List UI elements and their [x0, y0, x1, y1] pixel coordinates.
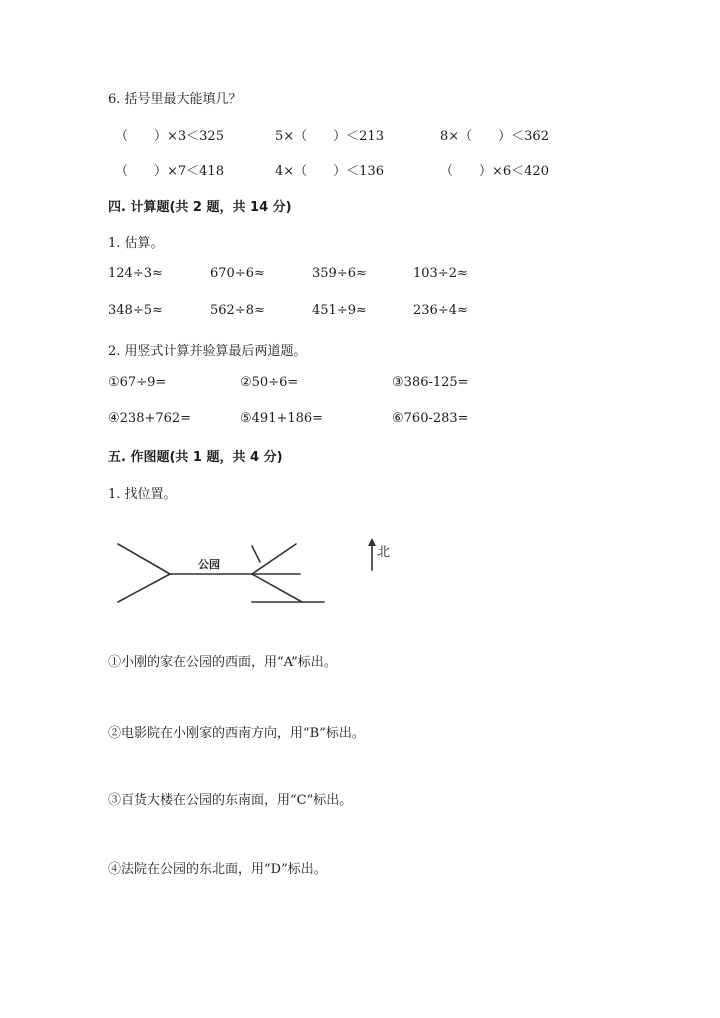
estimate-item: 359÷6≈	[312, 266, 367, 281]
calc-item: ①67÷9=	[108, 375, 167, 390]
calc-item: ②50÷6=	[240, 375, 299, 390]
question-1-title: 1. 估算。	[108, 236, 164, 251]
calc-item: ⑥760-283=	[392, 411, 469, 426]
estimate-item: 562÷8≈	[210, 303, 265, 318]
section-4-heading: 四. 计算题(共 2 题，共 14 分)	[108, 200, 292, 215]
estimate-item: 451÷9≈	[312, 303, 367, 318]
estimate-item: 124÷3≈	[108, 266, 163, 281]
question-2-title: 2. 用竖式计算并验算最后两道题。	[108, 344, 307, 359]
instruction-item: ③百货大楼在公园的东南面，用“C”标出。	[108, 793, 353, 808]
fill-blank-item: 5×（ ）＜213	[275, 129, 384, 144]
estimate-item: 236÷4≈	[413, 303, 468, 318]
calc-item: ⑤491+186=	[240, 411, 324, 426]
road-line	[252, 574, 302, 602]
north-arrow-icon	[368, 538, 376, 546]
fill-blank-item: 4×（ ）＜136	[275, 164, 384, 179]
fill-blank-item: （ ）×7＜418	[115, 164, 224, 179]
calc-item: ③386-125=	[392, 375, 469, 390]
road-line	[252, 546, 260, 562]
estimate-item: 670÷6≈	[210, 266, 265, 281]
fill-blank-item: 8×（ ）＜362	[440, 129, 549, 144]
fill-blank-item: （ ）×6＜420	[440, 164, 549, 179]
question-6-title: 6. 括号里最大能填几？	[108, 92, 242, 107]
fill-blank-item: （ ）×3＜325	[115, 129, 224, 144]
instruction-item: ②电影院在小刚家的西南方向，用“B”标出。	[108, 726, 365, 741]
estimate-item: 103÷2≈	[413, 266, 468, 281]
instruction-item: ④法院在公园的东北面，用“D”标出。	[108, 862, 327, 877]
road-line	[118, 574, 170, 602]
estimate-item: 348÷5≈	[108, 303, 163, 318]
instruction-item: ①小刚的家在公园的西面，用“A”标出。	[108, 655, 337, 670]
question-1-title: 1. 找位置。	[108, 487, 177, 502]
park-label: 公园	[198, 558, 220, 571]
north-label: 北	[377, 545, 391, 560]
calc-item: ④238+762=	[108, 411, 192, 426]
road-line	[118, 544, 170, 574]
section-5-heading: 五. 作图题(共 1 题，共 4 分)	[108, 450, 283, 465]
park-map-diagram	[110, 530, 410, 610]
